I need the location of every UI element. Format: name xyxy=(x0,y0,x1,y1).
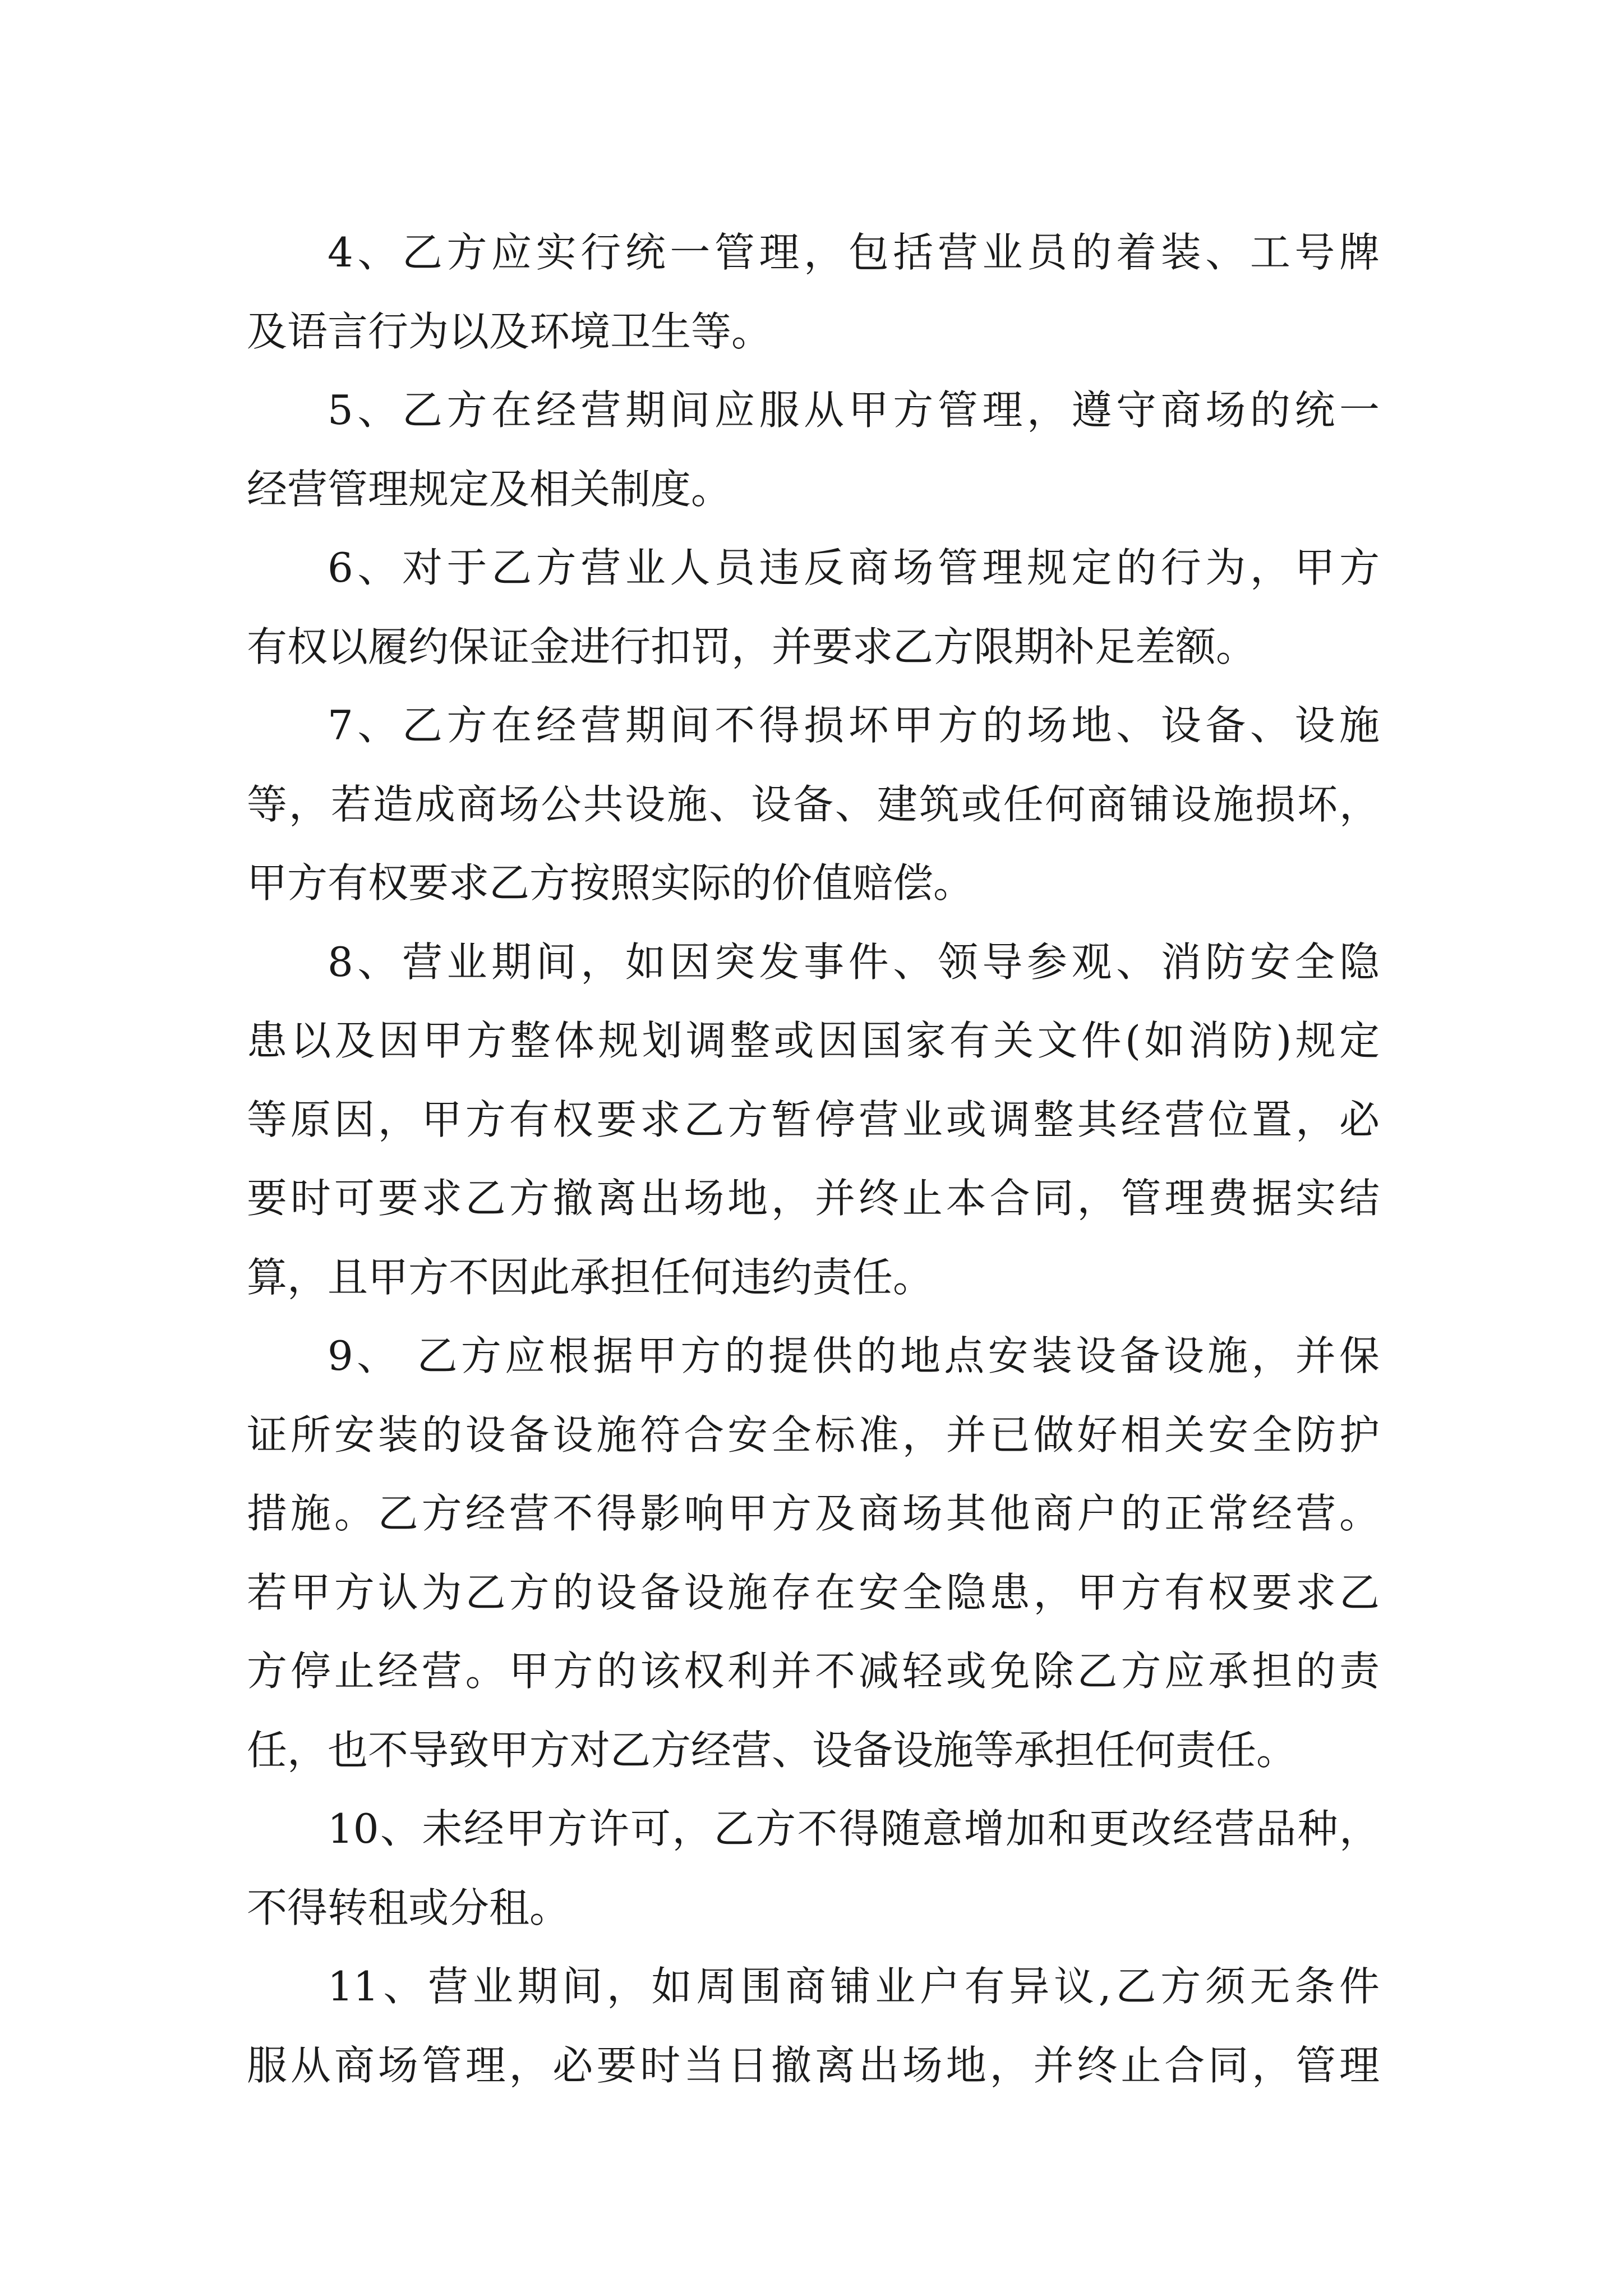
paragraph-line: 11、营业期间，如周围商铺业户有异议,乙方须无条件 xyxy=(328,1963,1380,2010)
paragraph-line: 等，若造成商场公共设施、设备、建筑或任何商铺设施损坏， xyxy=(247,780,1380,828)
paragraph-9 xyxy=(247,1317,1380,1789)
paragraph-line: 服从商场管理，必要时当日撤离出场地，并终止合同，管理 xyxy=(247,2041,1380,2089)
paragraph-4 xyxy=(247,213,1380,371)
paragraph-line: 要时可要求乙方撤离出场地，并终止本合同，管理费据实结 xyxy=(247,1175,1380,1222)
paragraph-line: 不得转租或分租。 xyxy=(247,1884,570,1931)
paragraph-line: 9、 乙方应根据甲方的提供的地点安装设备设施，并保 xyxy=(328,1332,1380,1379)
paragraph-line: 有权以履约保证金进行扣罚，并要求乙方限期补足差额。 xyxy=(247,623,1257,670)
paragraph-line: 4、乙方应实行统一管理，包括营业员的着装、工号牌 xyxy=(328,229,1380,276)
paragraph-5 xyxy=(247,371,1380,528)
paragraph-line: 等原因，甲方有权要求乙方暂停营业或调整其经营位置，必 xyxy=(247,1096,1380,1143)
paragraph-line: 患以及因甲方整体规划调整或因国家有关文件(如消防)规定 xyxy=(247,1017,1380,1064)
paragraph-line: 任，也不导致甲方对乙方经营、设备设施等承担任何责任。 xyxy=(247,1726,1297,1774)
paragraph-line: 8、营业期间，如因突发事件、领导参观、消防安全隐 xyxy=(328,938,1380,986)
paragraph-8 xyxy=(247,923,1380,1317)
paragraph-line: 10、未经甲方许可，乙方不得随意增加和更改经营品种， xyxy=(328,1805,1380,1852)
paragraph-line: 若甲方认为乙方的设备设施存在安全隐患，甲方有权要求乙 xyxy=(247,1568,1380,1616)
document-body xyxy=(247,213,1380,2105)
paragraph-line: 6、对于乙方营业人员违反商场管理规定的行为，甲方 xyxy=(328,544,1380,591)
paragraph-line: 措施。乙方经营不得影响甲方及商场其他商户的正常经营。 xyxy=(247,1490,1380,1537)
paragraph-line: 及语言行为以及环境卫生等。 xyxy=(247,307,772,355)
paragraph-line: 7、乙方在经营期间不得损坏甲方的场地、设备、设施 xyxy=(328,702,1380,749)
paragraph-11 xyxy=(247,1947,1380,2105)
paragraph-line: 经营管理规定及相关制度。 xyxy=(247,465,732,513)
paragraph-7 xyxy=(247,686,1380,923)
paragraph-10 xyxy=(247,1789,1380,1947)
paragraph-line: 方停止经营。甲方的该权利并不减轻或免除乙方应承担的责 xyxy=(247,1648,1380,1695)
paragraph-line: 5、乙方在经营期间应服从甲方管理，遵守商场的统一 xyxy=(328,386,1380,434)
paragraph-line: 算，且甲方不因此承担任何违约责任。 xyxy=(247,1253,934,1301)
paragraph-6 xyxy=(247,528,1380,686)
paragraph-line: 甲方有权要求乙方按照实际的价值赔偿。 xyxy=(247,859,974,907)
paragraph-line: 证所安装的设备设施符合安全标准，并已做好相关安全防护 xyxy=(247,1411,1380,1458)
